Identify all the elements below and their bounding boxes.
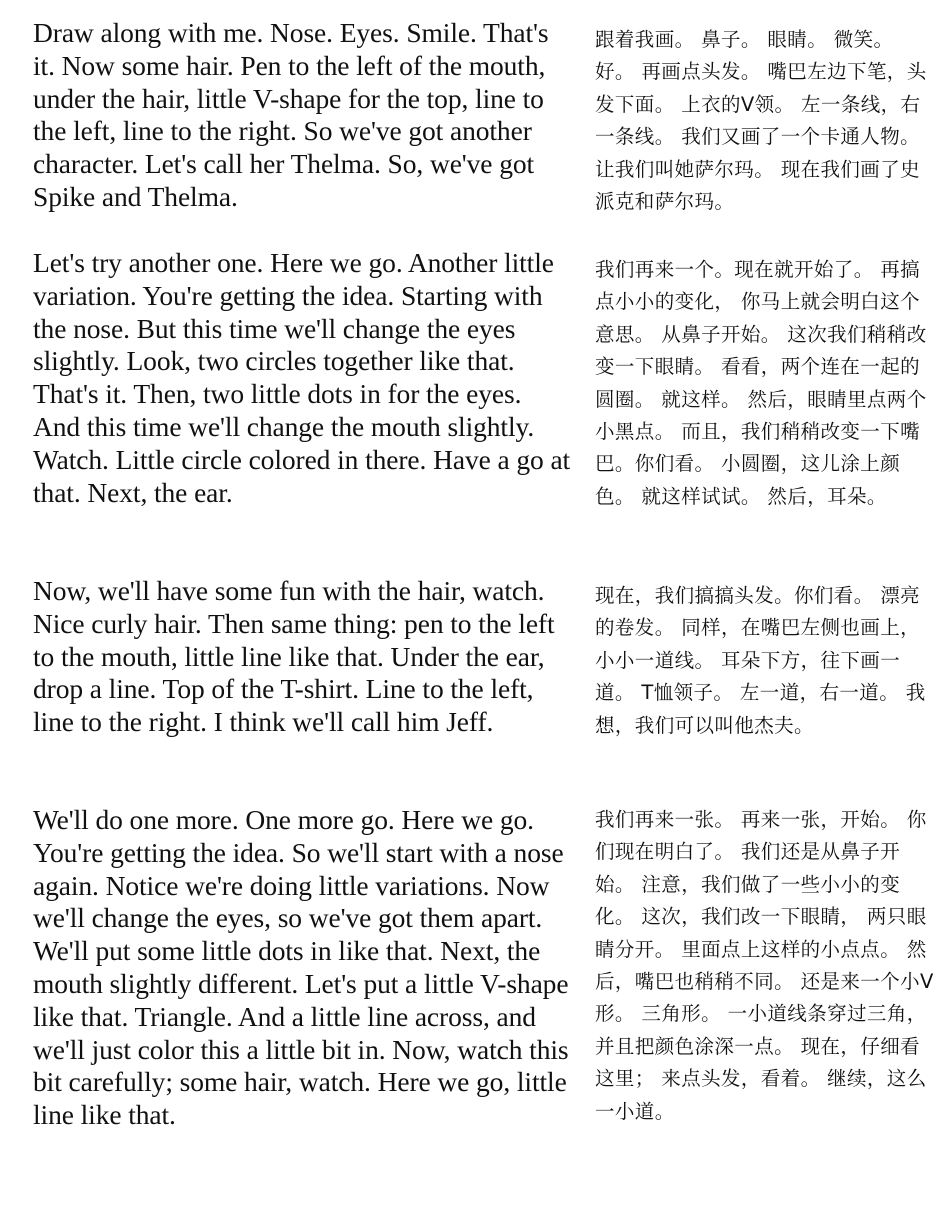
chinese-paragraph-3: 现在，我们搞搞头发。你们看。 漂亮的卷发。 同样，在嘴巴左侧也画上，小小一道线。 耳朵下方，往下画一道。 T恤领子。 左一道，右一道。 我想，我们可以叫他杰夫。 — [595, 584, 926, 737]
english-paragraph-1: Draw along with me. Nose. Eyes. Smile. That's it. Now some hair. Pen to the left of the mouth, under the hair, little V-shape for the top, line to the left, line to the right. So we've got another character. Let's call her Thelma. So, we've got Spike and Thelma. — [33, 17, 549, 212]
english-paragraph-3: Now, we'll have some fun with the hair, watch. Nice curly hair. Then same thing: pen to the left to the mouth, little line like that. Under the ear, drop a line. Top of the T-shirt. Line to the left, line to the right. I think we'll call him Jeff. — [33, 575, 555, 738]
english-paragraph-4: We'll do one more. One more go. Here we go. You're getting the idea. So we'll start with a nose again. Notice we're doing little variations. Now we'll change the eyes, so we've got them apart. We'll put some little dots in like that. Next, the mouth slightly different. Let's put a little V-shape like that. Triangle. And a little line across, and we'll just color this a little bit in. Now, watch this bit carefully; some hair, watch. Here we go, little line like that. — [33, 804, 569, 1131]
chinese-paragraph-2: 我们再来一个。现在就开始了。 再搞点小小的变化， 你马上就会明白这个意思。 从鼻子开始。 这次我们稍稍改变一下眼睛。 看看，两个连在一起的圆圈。 就这样。 然后，眼睛里点两个小黑点。 而且，我们稍稍改变一下嘴巴。你们看。 小圆圈，这儿涂上颜色。 就这样试试。 然后，耳朵。 — [595, 258, 927, 508]
english-paragraph-2: Let's try another one. Here we go. Another little variation. You're getting the idea. Starting with the nose. But this time we'll change the eyes slightly. Look, two circles together like that. That's it. Then, two little dots in for the eyes. And this time we'll change the mouth slightly. Watch. Little circle colored in there. Have a go at that. Next, the ear. — [33, 247, 571, 508]
chinese-paragraph-1: 跟着我画。 鼻子。 眼睛。 微笑。 好。 再画点头发。 嘴巴左边下笔，头发下面。 上衣的V领。 左一条线，右一条线。 我们又画了一个卡通人物。 让我们叫她萨尔玛。 现在我们画了史派克和萨尔玛。 — [595, 28, 927, 214]
chinese-paragraph-4: 我们再来一张。 再来一张，开始。 你们现在明白了。 我们还是从鼻子开始。 注意，我们做了一些小小的变化。 这次，我们改一下眼睛， 两只眼睛分开。 里面点上这样的小点点。 然后，嘴巴也稍稍不同。 还是来一个小V形。 三角形。 一小道线条穿过三角， 并且把颜色涂深一点。 现在，仔细看这里； 来点头发，看着。 继续，这么一小道。 — [595, 808, 934, 1123]
